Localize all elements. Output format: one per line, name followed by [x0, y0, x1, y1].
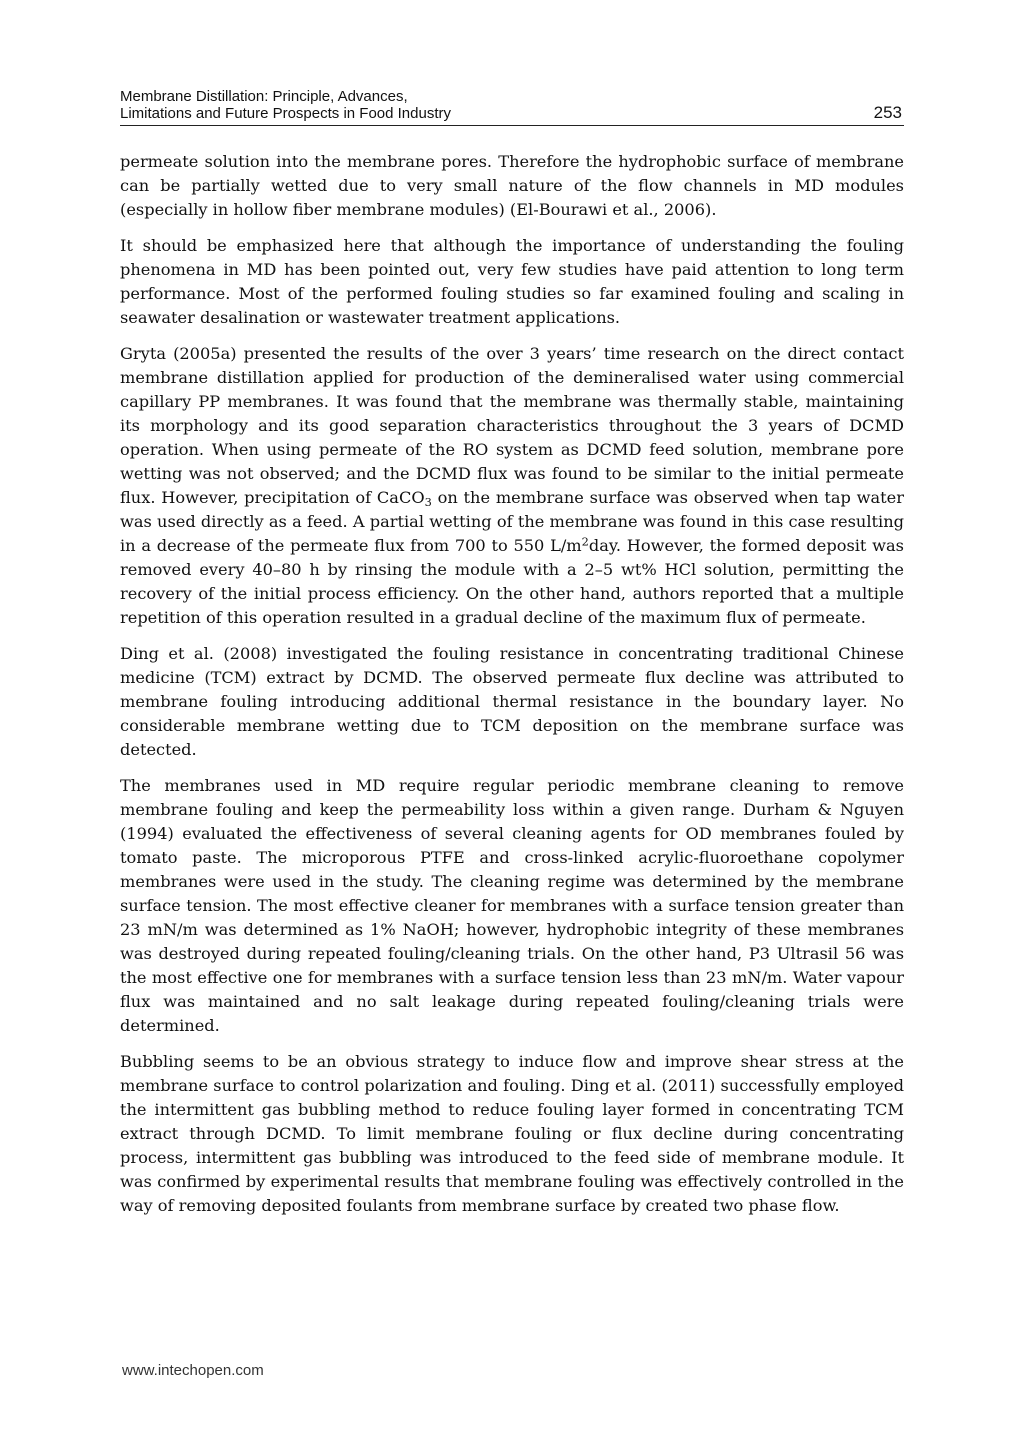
- paragraph-3-part-a: Gryta (2005a) presented the results of the over 3 years’ time research on the direct contact membrane distillation applied for production of the demineralised water using commercial capillary PP membranes. It was found that the membrane was thermally stable, maintaining its morphology and its good separation characteristics throughout the 3 years of DCMD operation. When using permeate of the RO system as DCMD feed solution, membrane pore wetting was not observed; and the DCMD flux was found to be similar to the initial permeate flux. However, precipitation of CaCO: [120, 344, 904, 507]
- subscript-3: 3: [424, 494, 432, 509]
- paragraph-3: [120, 342, 904, 630]
- running-header: [120, 88, 904, 122]
- paragraph-3-part-c: day. However, the formed deposit was removed every 40–80 h by rinsing the module with a 2–5 wt% HCl solution, permitting the recovery of the initial process efficiency. On the other hand, authors reported that a multiple repetition of this operation resulted in a gradual decline of the maximum flux of permeate.: [120, 536, 904, 627]
- paragraph-5: The membranes used in MD require regular periodic membrane cleaning to remove membrane fouling and keep the permeability loss within a given range. Durham & Nguyen (1994) evaluated the effectiveness of several cleaning agents for OD membranes fouled by tomato paste. The microporous PTFE and cross-linked acrylic-fluoroethane copolymer membranes were used in the study. The cleaning regime was determined by the membrane surface tension. The most effective cleaner for membranes with a surface tension greater than 23 mN/m was determined as 1% NaOH; however, hydrophobic integrity of these membranes was destroyed during repeated fouling/cleaning trials. On the other hand, P3 Ultrasil 56 was the most effective one for membranes with a surface tension less than 23 mN/m. Water vapour flux was maintained and no salt leakage during repeated fouling/cleaning trials were determined.: [120, 776, 904, 1035]
- page-number: 253: [873, 103, 902, 122]
- paragraph-4: Ding et al. (2008) investigated the fouling resistance in concentrating traditional Chinese medicine (TCM) extract by DCMD. The observed permeate flux decline was attributed to membrane fouling introducing additional thermal resistance in the boundary layer. No considerable membrane wetting due to TCM deposition on the membrane surface was detected.: [120, 644, 904, 759]
- paragraph-1: permeate solution into the membrane pores. Therefore the hydrophobic surface of membrane can be partially wetted due to very small nature of the flow channels in MD modules (especially in hollow fiber membrane modules) (El-Bourawi et al., 2006).: [120, 152, 904, 219]
- superscript-2: 2: [581, 534, 589, 549]
- footer-url[interactable]: www.intechopen.com: [122, 1362, 264, 1379]
- header-title-line-2: Limitations and Future Prospects in Food Industry: [120, 105, 451, 122]
- paragraph-2: It should be emphasized here that although the importance of understanding the fouling phenomena in MD has been pointed out, very few studies have paid attention to long term performance. Most of the performed fouling studies so far examined fouling and scaling in seawater desalination or wastewater treatment applications.: [120, 236, 904, 327]
- header-divider: [120, 125, 904, 126]
- header-title-line-1: Membrane Distillation: Principle, Advances,: [120, 88, 408, 105]
- paragraph-3-part-b: on the membrane surface was observed when tap water was used directly as a feed. A partial wetting of the membrane was found in this case resulting in a decrease of the permeate flux from 700 to 550 L/m: [120, 488, 904, 555]
- body-text: [120, 150, 904, 1230]
- paragraph-6: Bubbling seems to be an obvious strategy to induce flow and improve shear stress at the membrane surface to control polarization and fouling. Ding et al. (2011) successfully employed the intermittent gas bubbling method to reduce fouling layer formed in concentrating TCM extract through DCMD. To limit membrane fouling or flux decline during concentrating process, intermittent gas bubbling was introduced to the feed side of membrane module. It was confirmed by experimental results that membrane fouling was effectively controlled in the way of removing deposited foulants from membrane surface by created two phase flow.: [120, 1052, 904, 1215]
